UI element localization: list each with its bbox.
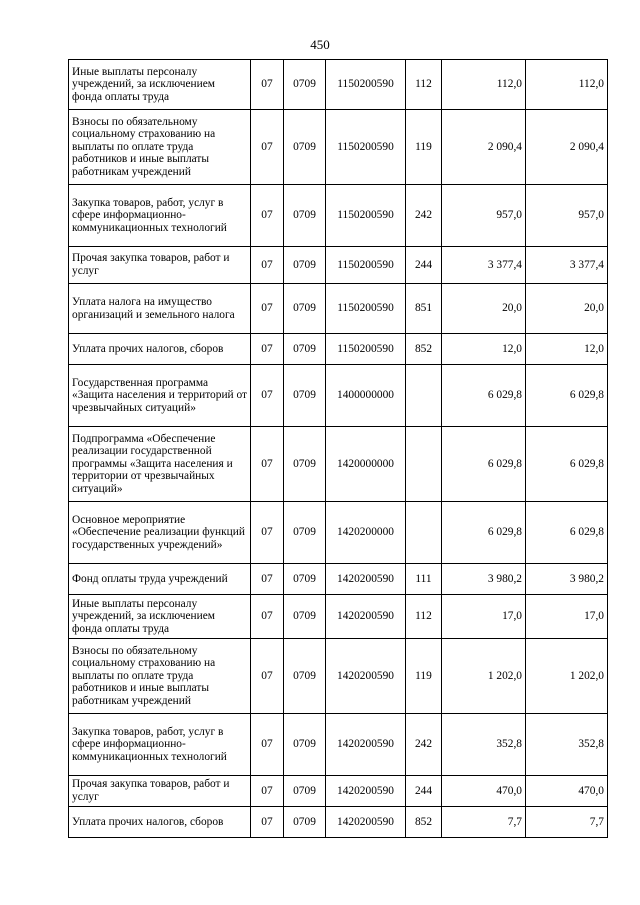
row-expense-type: [406, 365, 442, 427]
row-amount-1: 12,0: [442, 334, 526, 365]
row-target-code: 1420200590: [326, 639, 406, 714]
row-expense-type: 119: [406, 639, 442, 714]
row-target-code: 1420200590: [326, 714, 406, 776]
row-amount-2: 12,0: [526, 334, 608, 365]
row-name: Уплата прочих налогов, сборов: [69, 334, 251, 365]
row-expense-type: 851: [406, 284, 442, 334]
row-subsection: 0709: [284, 247, 326, 284]
row-expense-type: 852: [406, 807, 442, 838]
row-amount-2: 20,0: [526, 284, 608, 334]
table-body: [69, 60, 608, 838]
row-subsection: 0709: [284, 185, 326, 247]
row-name: Иные выплаты персоналу учреждений, за исключением фонда оплаты труда: [69, 595, 251, 639]
row-amount-1: 2 090,4: [442, 110, 526, 185]
row-name: Закупка товаров, работ, услуг в сфере информационно-коммуникационных технологий: [69, 714, 251, 776]
row-subsection: 0709: [284, 365, 326, 427]
row-amount-2: 6 029,8: [526, 365, 608, 427]
budget-table: [68, 59, 608, 838]
row-subsection: 0709: [284, 334, 326, 365]
row-amount-2: 1 202,0: [526, 639, 608, 714]
row-section: 07: [251, 284, 284, 334]
row-section: 07: [251, 365, 284, 427]
row-amount-1: 957,0: [442, 185, 526, 247]
table-row: [69, 502, 608, 564]
row-subsection: 0709: [284, 639, 326, 714]
row-target-code: 1150200590: [326, 284, 406, 334]
row-amount-2: 6 029,8: [526, 427, 608, 502]
row-target-code: 1420200590: [326, 595, 406, 639]
row-amount-1: 6 029,8: [442, 365, 526, 427]
row-amount-1: 470,0: [442, 776, 526, 807]
row-name: Подпрограмма «Обеспечение реализации государственной программы «Защита населения и территории от чрезвычайных ситуаций»: [69, 427, 251, 502]
table-row: [69, 427, 608, 502]
row-target-code: 1150200590: [326, 185, 406, 247]
row-amount-2: 6 029,8: [526, 502, 608, 564]
row-expense-type: 852: [406, 334, 442, 365]
row-target-code: 1420200000: [326, 502, 406, 564]
row-expense-type: 244: [406, 776, 442, 807]
row-name: Уплата налога на имущество организаций и земельного налога: [69, 284, 251, 334]
row-amount-2: 112,0: [526, 60, 608, 110]
row-subsection: 0709: [284, 427, 326, 502]
table-row: [69, 639, 608, 714]
row-section: 07: [251, 110, 284, 185]
row-amount-2: 7,7: [526, 807, 608, 838]
row-expense-type: 119: [406, 110, 442, 185]
row-name: Прочая закупка товаров, работ и услуг: [69, 247, 251, 284]
row-expense-type: 111: [406, 564, 442, 595]
table-row: [69, 110, 608, 185]
row-expense-type: 112: [406, 60, 442, 110]
row-section: 07: [251, 807, 284, 838]
row-expense-type: 244: [406, 247, 442, 284]
row-section: 07: [251, 502, 284, 564]
table-row: [69, 807, 608, 838]
row-name: Основное мероприятие «Обеспечение реализации функций государственных учреждений»: [69, 502, 251, 564]
row-subsection: 0709: [284, 564, 326, 595]
table-row: [69, 564, 608, 595]
row-section: 07: [251, 714, 284, 776]
row-amount-1: 3 377,4: [442, 247, 526, 284]
row-target-code: 1420200590: [326, 807, 406, 838]
row-subsection: 0709: [284, 714, 326, 776]
row-name: Прочая закупка товаров, работ и услуг: [69, 776, 251, 807]
row-subsection: 0709: [284, 60, 326, 110]
row-section: 07: [251, 247, 284, 284]
table-row: [69, 714, 608, 776]
row-section: 07: [251, 427, 284, 502]
row-section: 07: [251, 639, 284, 714]
row-amount-2: 352,8: [526, 714, 608, 776]
row-target-code: 1150200590: [326, 60, 406, 110]
row-name: Государственная программа «Защита населения и территорий от чрезвычайных ситуаций»: [69, 365, 251, 427]
table-row: [69, 60, 608, 110]
row-expense-type: [406, 502, 442, 564]
row-amount-1: 6 029,8: [442, 427, 526, 502]
row-expense-type: [406, 427, 442, 502]
row-amount-2: 2 090,4: [526, 110, 608, 185]
row-amount-1: 112,0: [442, 60, 526, 110]
row-amount-2: 957,0: [526, 185, 608, 247]
row-amount-1: 1 202,0: [442, 639, 526, 714]
row-amount-1: 20,0: [442, 284, 526, 334]
row-amount-1: 17,0: [442, 595, 526, 639]
row-subsection: 0709: [284, 284, 326, 334]
row-amount-1: 7,7: [442, 807, 526, 838]
table-row: [69, 247, 608, 284]
row-amount-2: 3 377,4: [526, 247, 608, 284]
table-row: [69, 284, 608, 334]
row-target-code: 1150200590: [326, 110, 406, 185]
row-name: Взносы по обязательному социальному страхованию на выплаты по оплате труда работников и иные выплаты работникам учреждений: [69, 110, 251, 185]
row-section: 07: [251, 334, 284, 365]
row-subsection: 0709: [284, 776, 326, 807]
row-target-code: 1400000000: [326, 365, 406, 427]
row-name: Фонд оплаты труда учреждений: [69, 564, 251, 595]
table-row: [69, 185, 608, 247]
row-expense-type: 242: [406, 185, 442, 247]
row-target-code: 1150200590: [326, 247, 406, 284]
table-row: [69, 595, 608, 639]
row-amount-1: 3 980,2: [442, 564, 526, 595]
row-expense-type: 242: [406, 714, 442, 776]
table-row: [69, 776, 608, 807]
row-section: 07: [251, 564, 284, 595]
table-row: [69, 365, 608, 427]
row-target-code: 1420200590: [326, 776, 406, 807]
row-amount-1: 6 029,8: [442, 502, 526, 564]
row-section: 07: [251, 595, 284, 639]
row-section: 07: [251, 60, 284, 110]
row-amount-2: 470,0: [526, 776, 608, 807]
row-subsection: 0709: [284, 502, 326, 564]
row-name: Уплата прочих налогов, сборов: [69, 807, 251, 838]
row-amount-2: 17,0: [526, 595, 608, 639]
row-target-code: 1420200590: [326, 564, 406, 595]
row-name: Иные выплаты персоналу учреждений, за исключением фонда оплаты труда: [69, 60, 251, 110]
row-amount-1: 352,8: [442, 714, 526, 776]
row-section: 07: [251, 185, 284, 247]
row-expense-type: 112: [406, 595, 442, 639]
row-name: Закупка товаров, работ, услуг в сфере информационно-коммуникационных технологий: [69, 185, 251, 247]
row-subsection: 0709: [284, 807, 326, 838]
row-section: 07: [251, 776, 284, 807]
page-number: 450: [310, 37, 330, 52]
table-row: [69, 334, 608, 365]
row-name: Взносы по обязательному социальному страхованию на выплаты по оплате труда работников и иные выплаты работникам учреждений: [69, 639, 251, 714]
row-subsection: 0709: [284, 595, 326, 639]
row-target-code: 1420000000: [326, 427, 406, 502]
row-target-code: 1150200590: [326, 334, 406, 365]
row-subsection: 0709: [284, 110, 326, 185]
row-amount-2: 3 980,2: [526, 564, 608, 595]
